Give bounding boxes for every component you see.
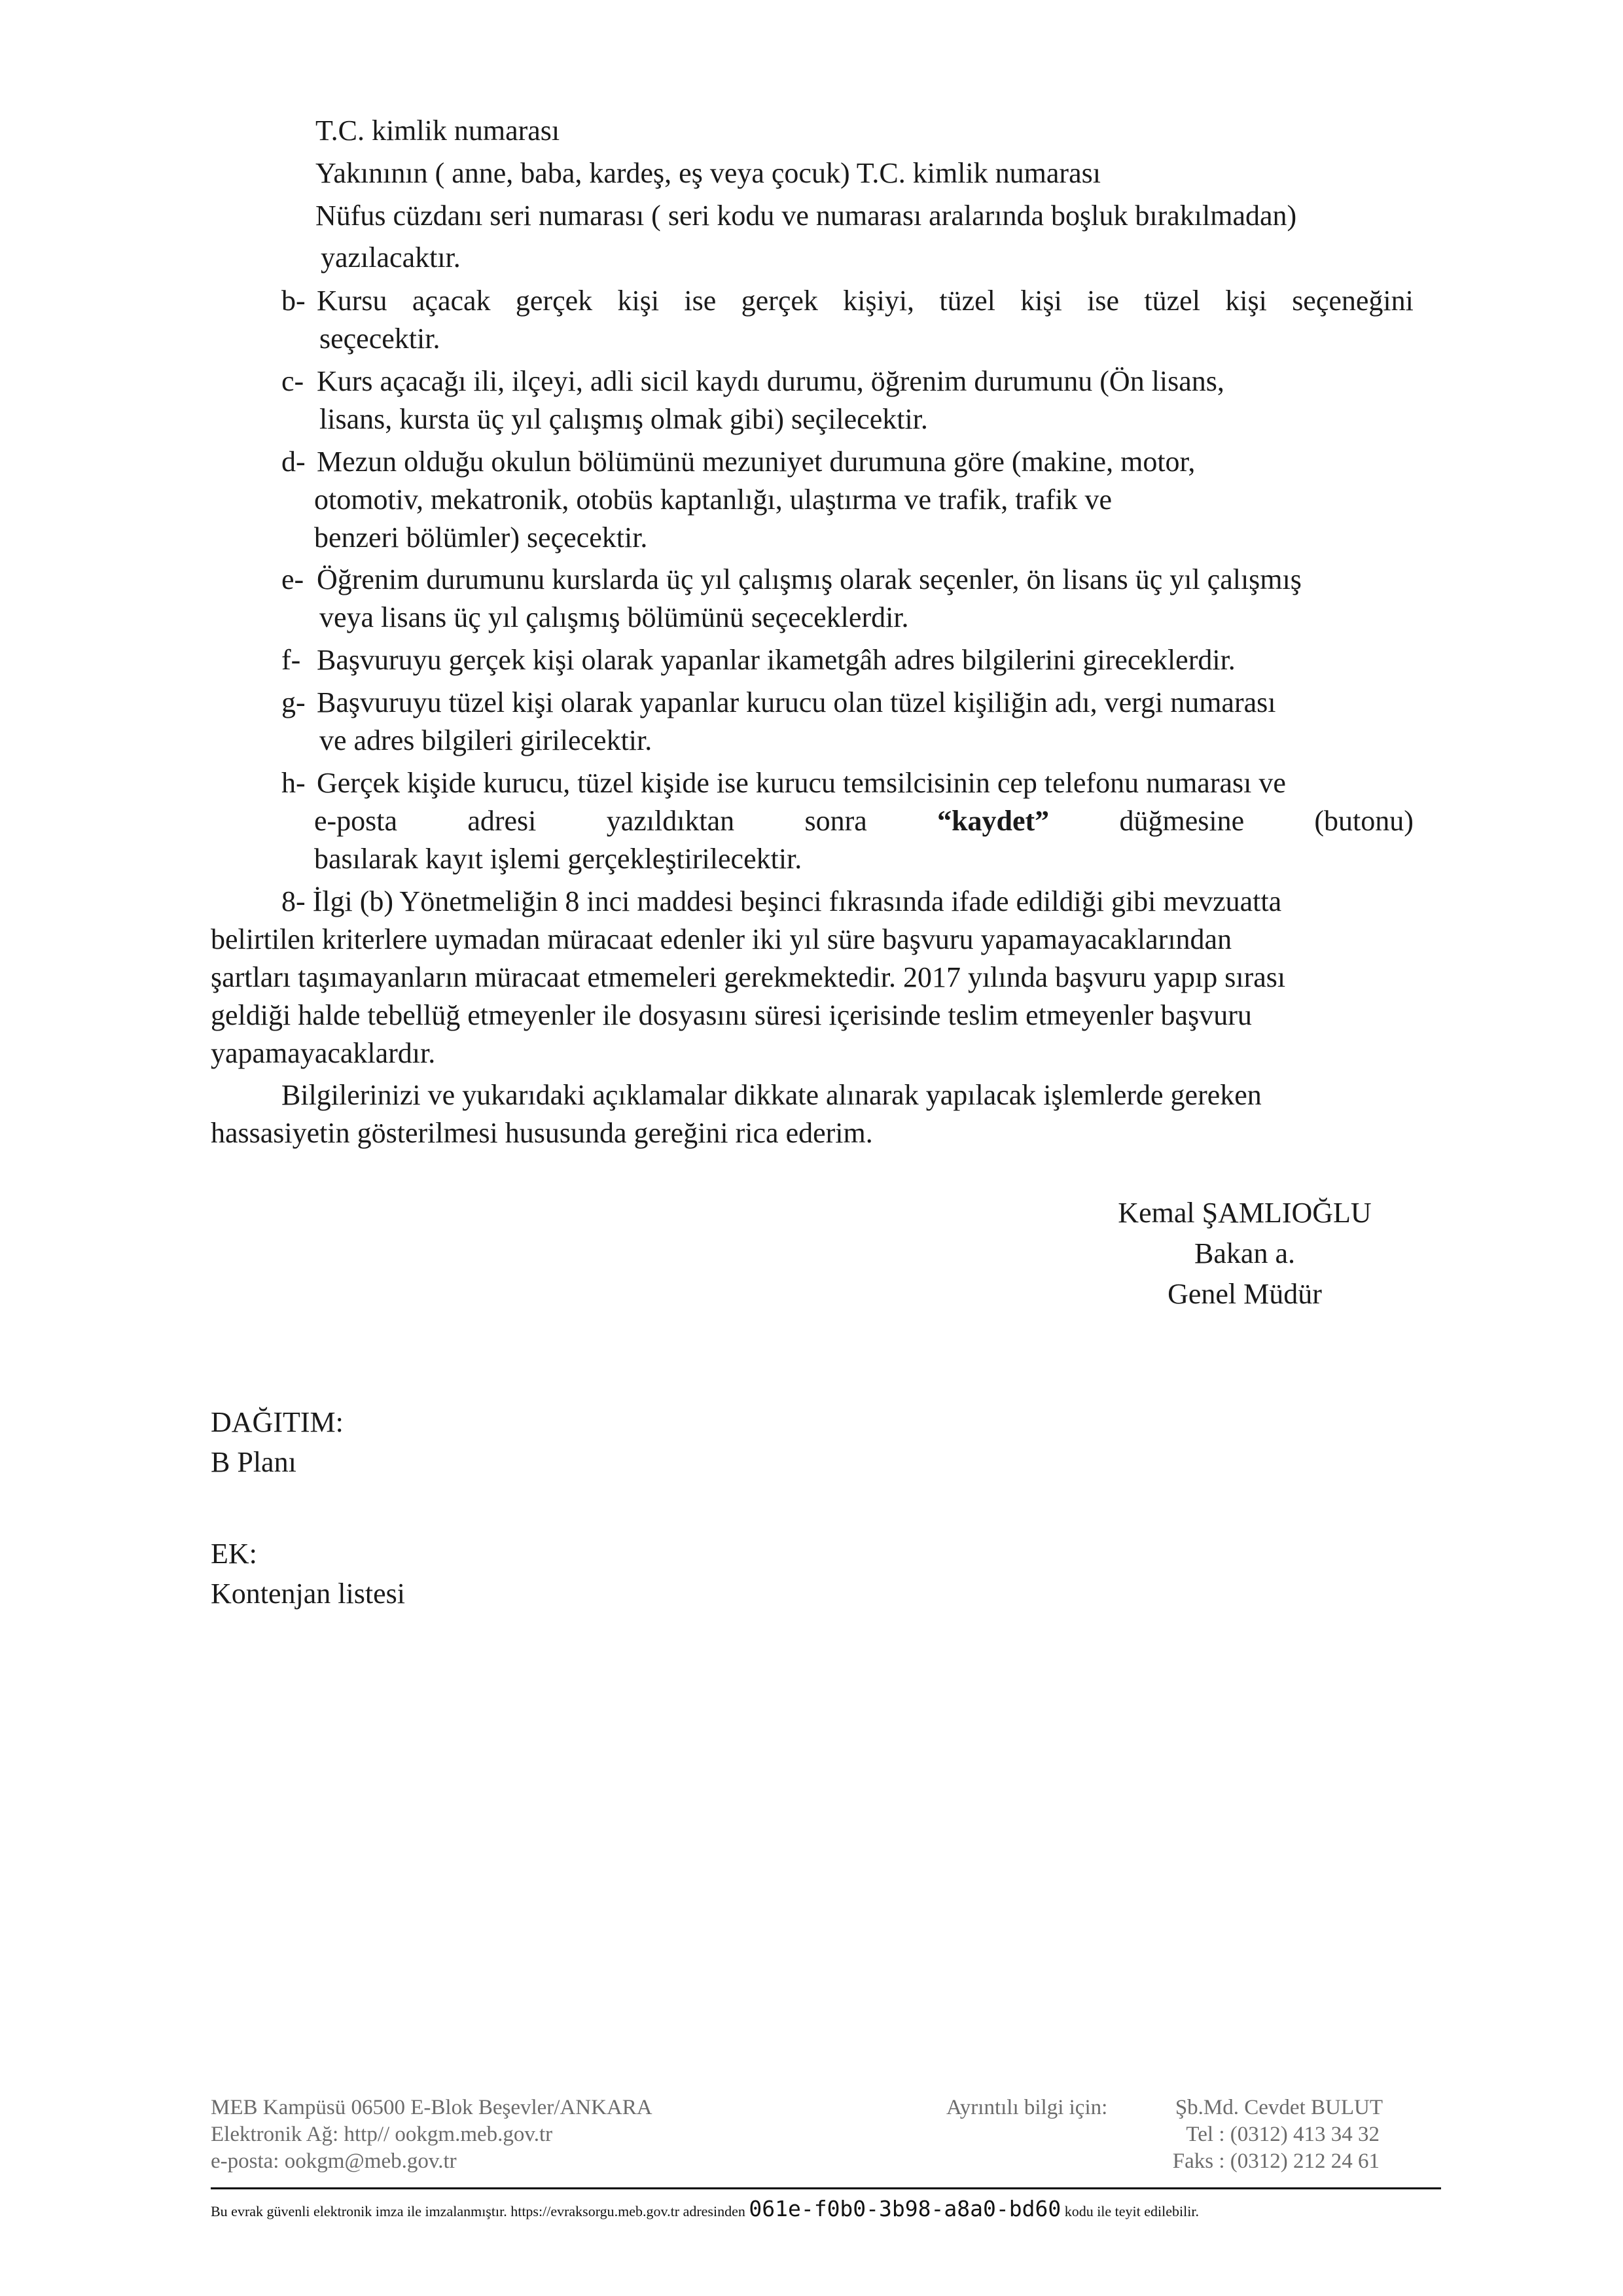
word: kişi [1020, 285, 1062, 317]
item-f-marker: f- [281, 644, 301, 676]
word: seçeneğini [1292, 285, 1414, 317]
item-h-line3: basılarak kayıt işlemi gerçekleştirilecektir. [314, 843, 802, 875]
attachment-value: Kontenjan listesi [211, 1578, 405, 1610]
distribution-value: B Planı [211, 1446, 296, 1478]
footer-email: e-posta: ookgm@meb.gov.tr [211, 2149, 457, 2173]
para8-line1: 8- İlgi (b) Yönetmeliğin 8 inci maddesi beşinci fıkrasında ifade edildiği gibi mevzuatta [281, 885, 1282, 917]
para8-line4: geldiği halde tebellüğ etmeyenler ile dosyasını süresi içerisinde teslim etmeyenler başvuru [211, 999, 1252, 1031]
distribution-label: DAĞITIM: [211, 1406, 344, 1438]
word: gerçek [515, 285, 593, 317]
item-b-line2: seçecektir. [319, 323, 440, 355]
word: ise [684, 285, 717, 317]
verification-suffix: kodu ile teyit edilebilir. [1064, 2203, 1199, 2219]
item-c-marker: c- [281, 365, 304, 397]
para8-line5: yapamayacaklardır. [211, 1037, 436, 1069]
item-e-marker: e- [281, 563, 304, 595]
word: kişi [1225, 285, 1267, 317]
word: kişi [617, 285, 660, 317]
signatory-title: Genel Müdür [1168, 1278, 1322, 1310]
word: gerçek [741, 285, 818, 317]
footer-network: Elektronik Ağ: http// ookgm.meb.gov.tr [211, 2123, 553, 2146]
verification-code: 061e-f0b0-3b98-a8a0-bd60 [749, 2196, 1061, 2221]
para8-line2: belirtilen kriterlere uymadan müracaat edenler iki yıl süre başvuru yapamayacaklarından [211, 923, 1232, 955]
item-h-line1: Gerçek kişide kurucu, tüzel kişide ise kurucu temsilcisinin cep telefonu numarası ve [317, 767, 1286, 799]
item-d-line2: otomotiv, mekatronik, otobüs kaptanlığı, ulaştırma ve trafik, trafik ve [314, 484, 1113, 516]
word: kişiyi, [843, 285, 915, 317]
item-g-line1: Başvuruyu tüzel kişi olarak yapanlar kurucu olan tüzel kişiliğin adı, vergi numarası [317, 686, 1276, 718]
relative-id-line: Yakınının ( anne, baba, kardeş, eş veya çocuk) T.C. kimlik numarası [315, 157, 1101, 189]
tc-id-line: T.C. kimlik numarası [315, 115, 560, 147]
footer-address: MEB Kampüsü 06500 E-Blok Beşevler/ANKARA [211, 2096, 652, 2119]
item-c-line1: Kurs açacağı ili, ilçeyi, adli sicil kaydı durumu, öğrenim durumunu (Ön lisans, [317, 365, 1224, 397]
item-b-line1 [317, 283, 1414, 319]
item-d-line1: Mezun olduğu okulun bölümünü mezuniyet durumuna göre (makine, motor, [317, 446, 1196, 478]
word: Kursu [317, 285, 387, 317]
item-d-marker: d- [281, 446, 306, 478]
id-card-serial-line-cont: yazılacaktır. [321, 241, 461, 274]
id-card-serial-line: Nüfus cüzdanı seri numarası ( seri kodu ve numarası aralarında boşluk bırakılmadan) [315, 200, 1297, 232]
item-h-line2: e-posta adresi yazıldıktan sonra “kaydet” düğmesine (butonu) [314, 803, 1414, 839]
attachment-label: EK: [211, 1538, 257, 1570]
footer-divider [211, 2187, 1441, 2189]
footer-info-label: Ayrıntılı bilgi için: [946, 2096, 1108, 2119]
signatory-authority: Bakan a. [1194, 1237, 1295, 1269]
para8-line3: şartları taşımayanların müracaat etmemeleri gerekmektedir. 2017 yılında başvuru yapıp sırası [211, 961, 1286, 993]
kaydet-keyword: “kaydet” [937, 805, 1050, 837]
item-c-line2: lisans, kursta üç yıl çalışmış olmak gibi) seçilecektir. [319, 403, 928, 435]
word: ise [1087, 285, 1120, 317]
item-g-line2: ve adres bilgileri girilecektir. [319, 724, 652, 756]
closing-line2: hassasiyetin gösterilmesi hususunda gereğini rica ederim. [211, 1117, 873, 1149]
verification-prefix: Bu evrak güvenli elektronik imza ile imzalanmıştır. https://evraksorgu.meb.gov.tr adresinden [211, 2203, 745, 2219]
item-e-line1: Öğrenim durumunu kurslarda üç yıl çalışmış olarak seçenler, ön lisans üç yıl çalışmış [317, 563, 1302, 595]
item-e-line2: veya lisans üç yıl çalışmış bölümünü seçeceklerdir. [319, 601, 909, 633]
word: açacak [412, 285, 491, 317]
footer-fax: Faks : (0312) 212 24 61 [1172, 2149, 1380, 2173]
item-h-marker: h- [281, 767, 306, 799]
item-g-marker: g- [281, 686, 306, 718]
closing-line1: Bilgilerinizi ve yukarıdaki açıklamalar dikkate alınarak yapılacak işlemlerde gereken [281, 1079, 1262, 1111]
verification-line [211, 2196, 1199, 2225]
word: tüzel [939, 285, 995, 317]
footer-phone: Tel : (0312) 413 34 32 [1186, 2123, 1380, 2146]
item-d-line3: benzeri bölümler) seçecektir. [314, 521, 648, 554]
footer-contact-person: Şb.Md. Cevdet BULUT [1175, 2096, 1383, 2119]
signatory-name: Kemal ŞAMLIOĞLU [1118, 1197, 1372, 1229]
item-b-marker: b- [281, 285, 306, 317]
item-f-line1: Başvuruyu gerçek kişi olarak yapanlar ikametgâh adres bilgilerini gireceklerdir. [317, 644, 1236, 676]
word: tüzel [1144, 285, 1200, 317]
